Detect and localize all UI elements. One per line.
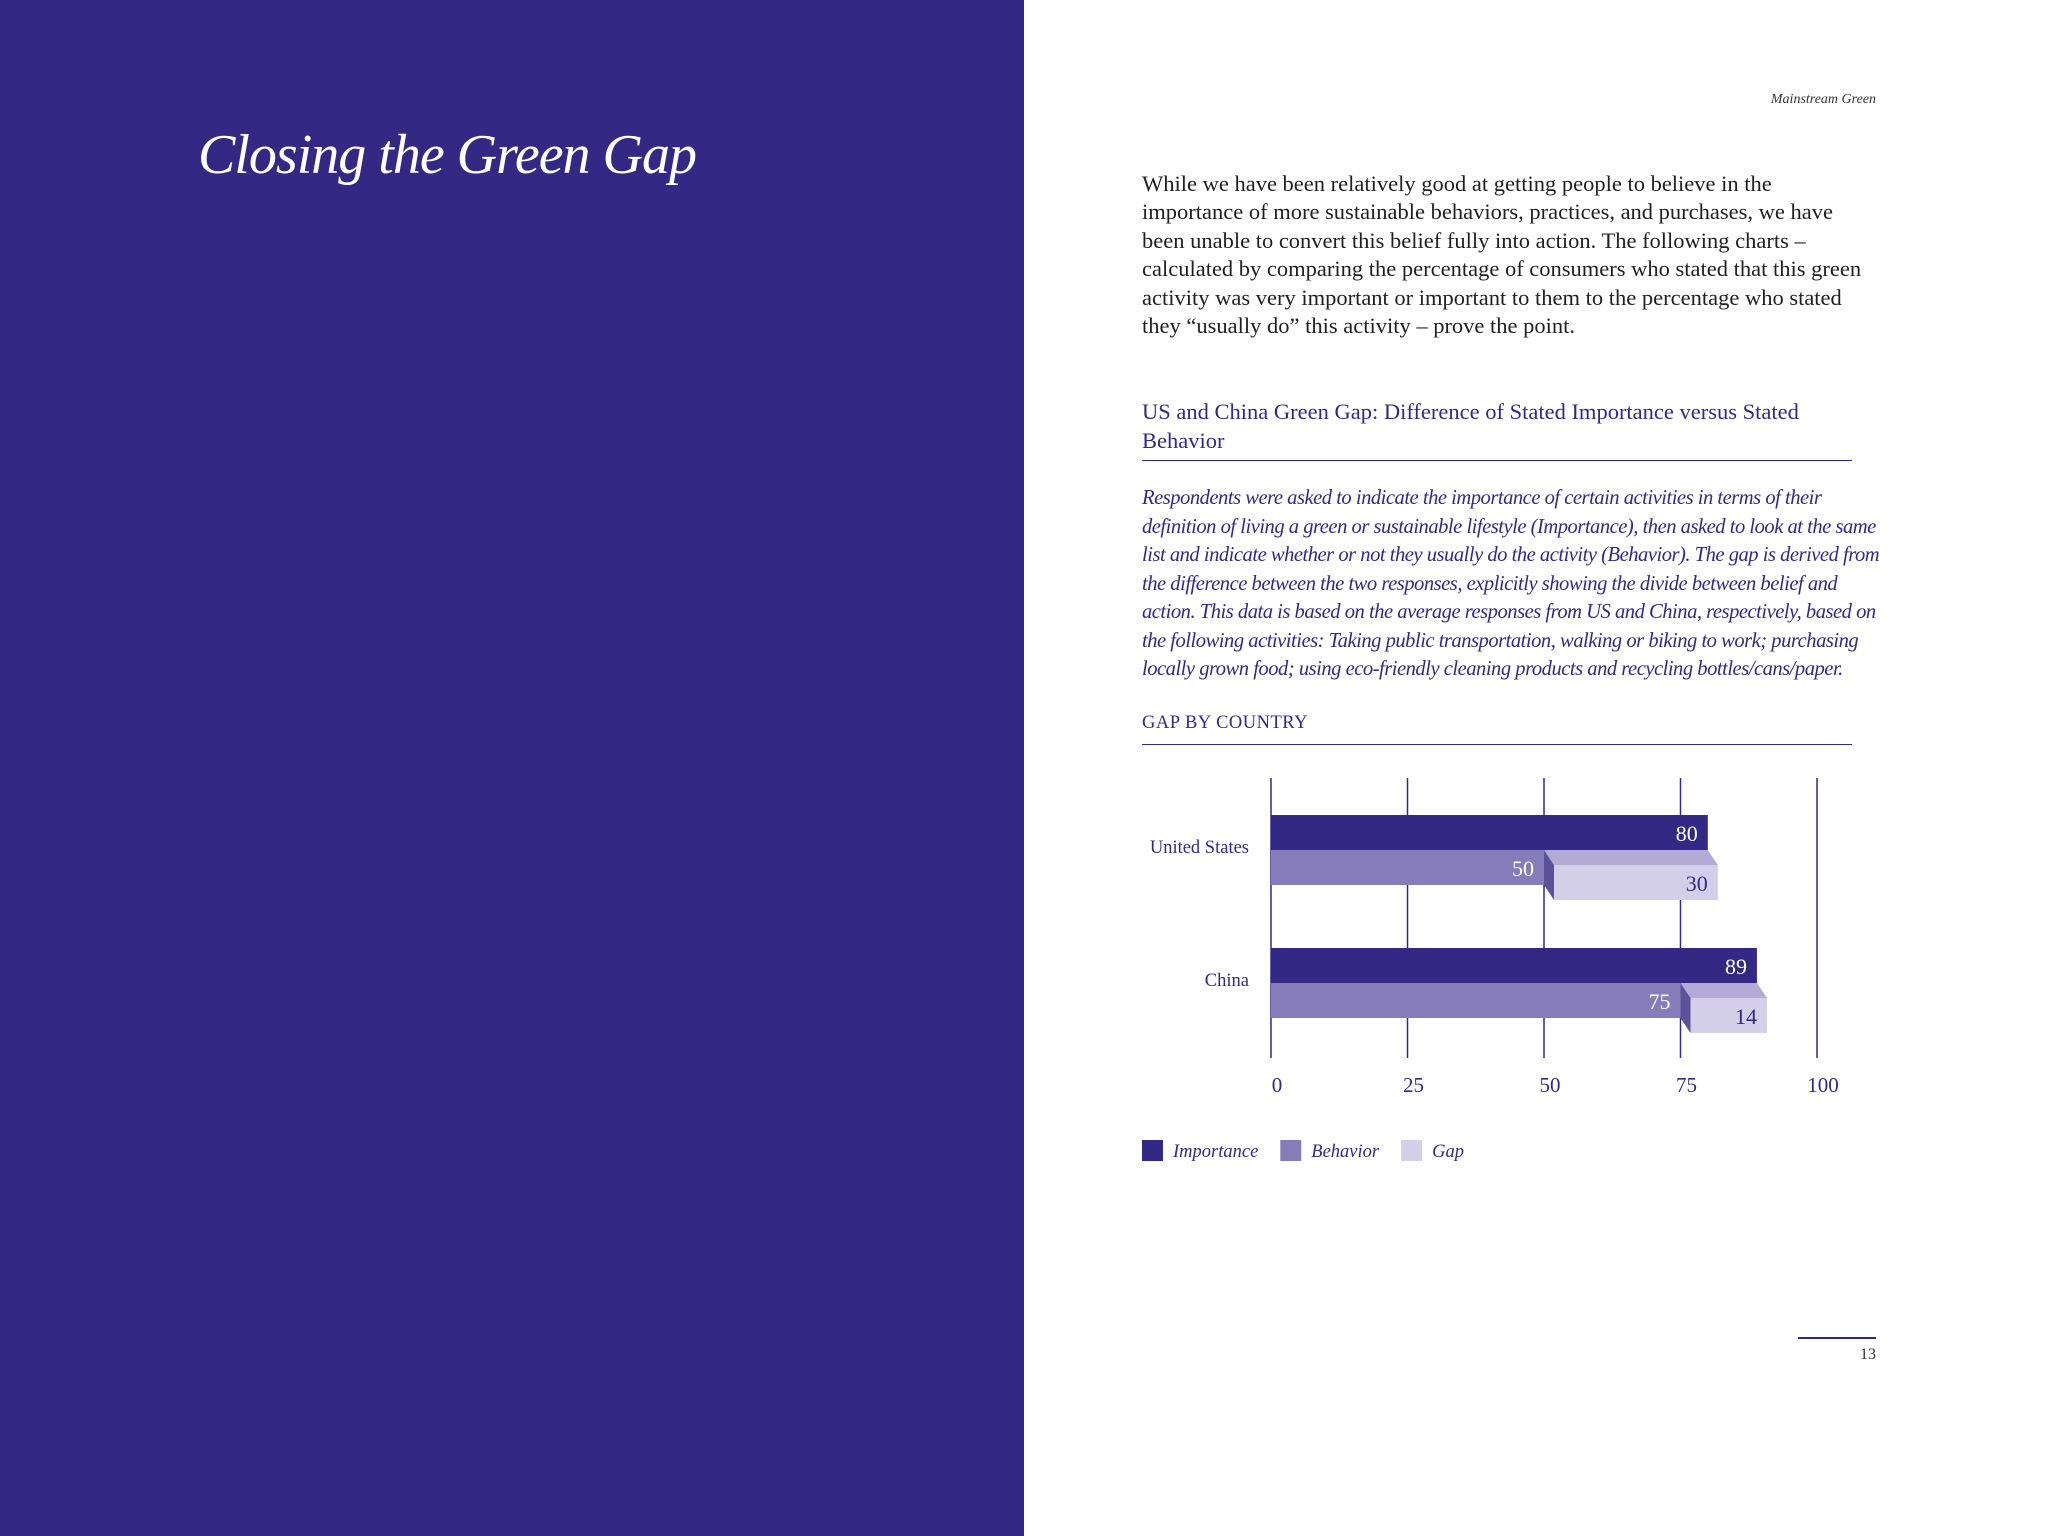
importance-data-label: 89: [1724, 954, 1747, 979]
legend-swatch: [1401, 1140, 1422, 1161]
x-tick-label: 100: [1807, 1073, 1839, 1097]
legend-swatch: [1142, 1140, 1163, 1161]
importance-bar: [1271, 815, 1708, 850]
behavior-bar: [1271, 983, 1681, 1018]
gap-data-label: 14: [1734, 1004, 1757, 1029]
legend-label: Behavior: [1311, 1142, 1380, 1162]
behavior-data-label: 50: [1512, 856, 1534, 881]
legend-label: Gap: [1432, 1142, 1464, 1162]
chart-title: US and China Green Gap: Difference of Stated Importance versus Stated Behavior: [1142, 399, 1799, 453]
category-label: China: [1204, 971, 1249, 991]
footer-rule: [1798, 1337, 1876, 1339]
importance-data-label: 80: [1675, 821, 1698, 846]
legend-label: Importance: [1173, 1142, 1259, 1162]
running-header: Mainstream Green: [1770, 92, 1876, 107]
behavior-data-label: 75: [1648, 989, 1671, 1014]
importance-bar: [1271, 948, 1757, 983]
x-tick-label: 50: [1539, 1073, 1561, 1097]
gap-chart: [1024, 0, 2048, 1200]
legend-swatch: [1280, 1140, 1301, 1161]
section-title: Closing the Green Gap: [198, 124, 696, 186]
chart-description: Respondents were asked to indicate the importance of certain activities in terms of their definition of living a green or sustainable lifestyle (Importance), then asked to look at the same list and indicate whether or not they usually do the activity (Behavior). The gap is derived from the difference between the two responses, explicitly showing the divide between belief and action. This data is based on the average responses from US and China, respectively, based on the following activities: Taking public transportation, walking or biking to work; purchasing locally grown food; using eco-friendly cleaning products and recycling bottles/cans/paper.: [1142, 487, 1880, 680]
x-tick-label: 0: [1271, 1073, 1283, 1097]
right-panel: [1024, 0, 2048, 1536]
x-tick-label: 25: [1403, 1073, 1424, 1097]
gap-data-label: 30: [1685, 871, 1708, 896]
intro-paragraph: While we have been relatively good at getting people to believe in the importance of more sustainable behaviors, practices, and purchases, we have been unable to convert this belief fully into action. The following charts – calculated by comparing the percentage of consumers who stated that this green activity was very important or important to them to the percentage who stated they “usually do” this activity – prove the point.: [1142, 171, 1862, 339]
gap-bar-top: [1544, 850, 1718, 865]
behavior-bar: [1271, 850, 1544, 885]
x-tick-label: 75: [1676, 1073, 1697, 1097]
category-label: United States: [1149, 838, 1249, 858]
gap-by-country-label: GAP BY COUNTRY: [1142, 713, 1308, 733]
gap-bar-top: [1681, 983, 1767, 998]
page-number: 13: [1860, 1346, 1876, 1363]
